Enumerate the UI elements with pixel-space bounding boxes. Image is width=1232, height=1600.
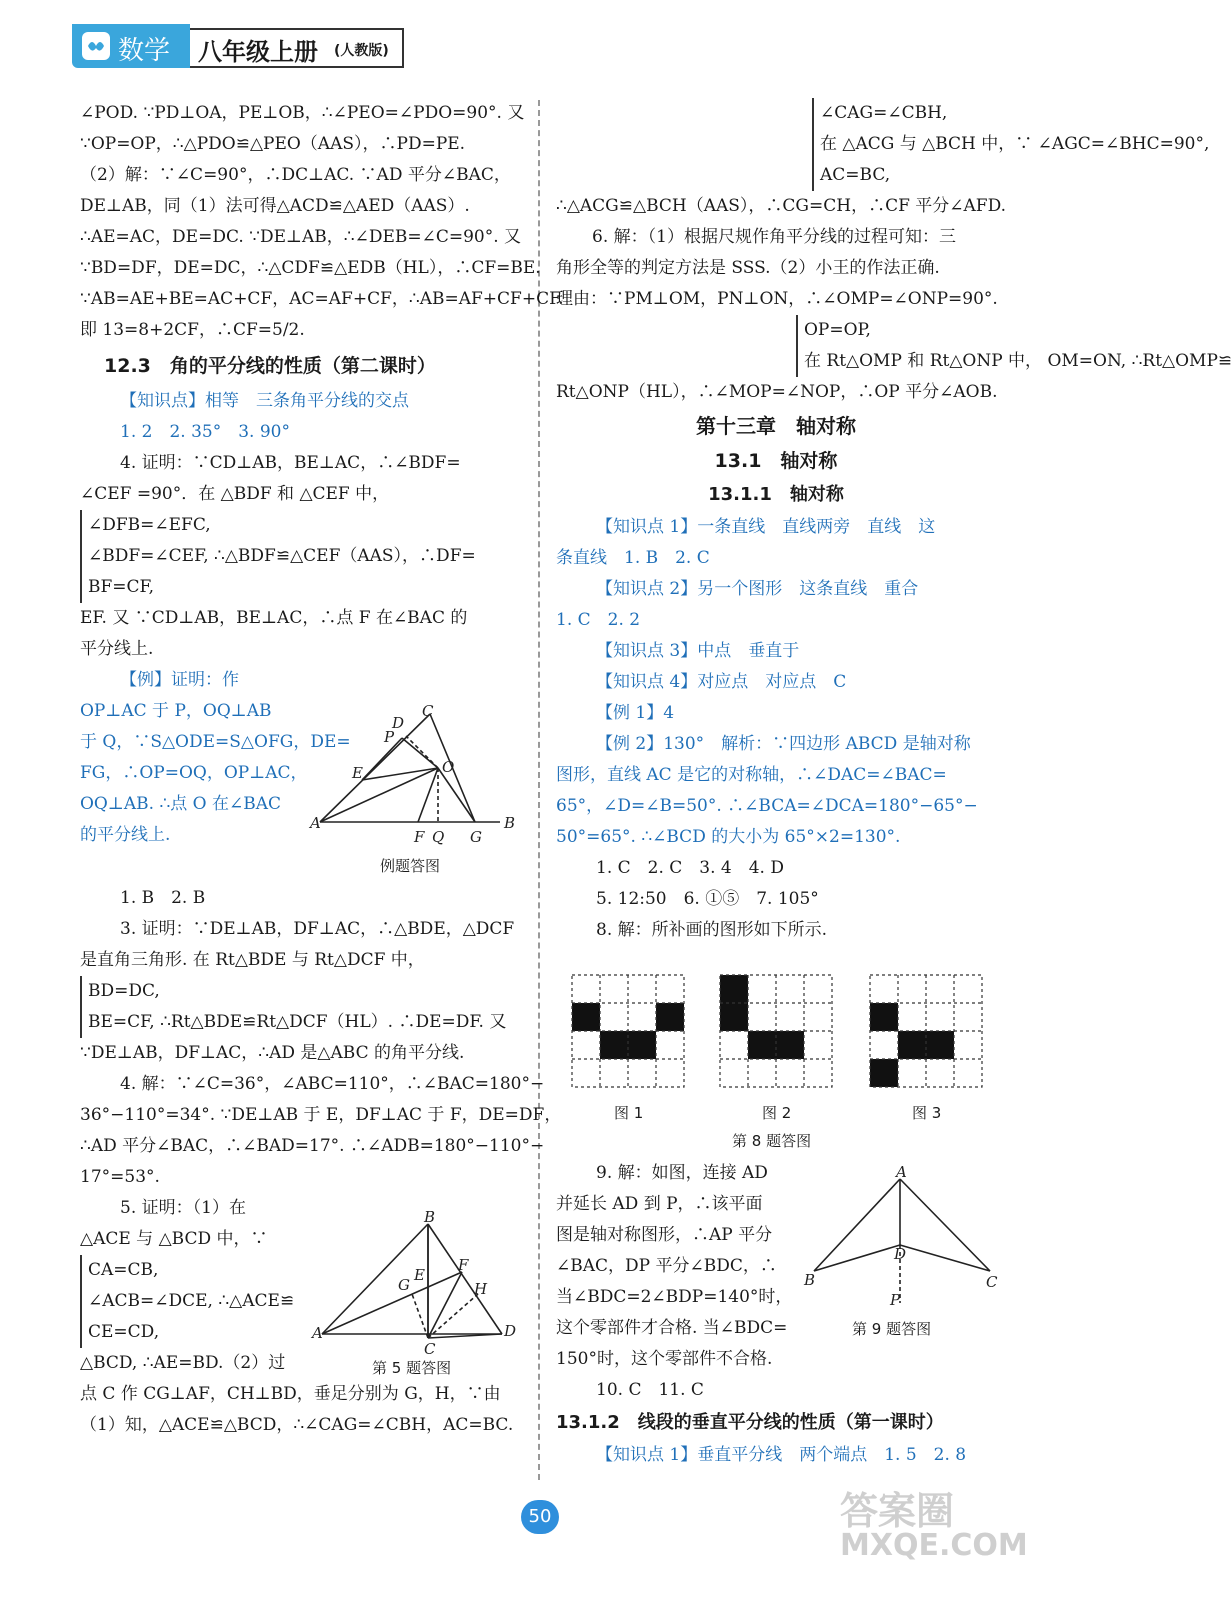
text-line: ∠DFB=∠EFC, — [88, 515, 211, 535]
text-line: 在 Rt△OMP 和 Rt△ONP 中， OM=ON, ∴Rt△OMP≌ — [804, 351, 1232, 371]
svg-text:F: F — [414, 828, 425, 846]
equation-system — [80, 976, 506, 1038]
text-line: ∴△ACG≌△BCH（AAS），∴CG=CH，∴CF 平分∠AFD. — [556, 196, 1007, 216]
grid-caption-1: 图 1 — [614, 1104, 644, 1122]
text-line: AC=BC, — [820, 165, 891, 185]
q9-figure — [800, 1165, 1000, 1315]
svg-text:D: D — [392, 714, 405, 732]
subsection-title: 13.1.1 轴对称 — [708, 484, 844, 505]
text-line: 150°时，这个零部件不合格. — [556, 1349, 773, 1369]
knowledge-point: 【知识点 4】对应点 对应点 C — [596, 672, 847, 692]
knowledge-point: 条直线 1. B 2. C — [556, 548, 710, 568]
watermark-url: MXQE.COM — [840, 1528, 1028, 1563]
svg-text:B: B — [504, 814, 516, 832]
grid-caption-3: 图 3 — [912, 1104, 942, 1122]
knowledge-point: 【知识点 3】中点 垂直于 — [596, 641, 800, 661]
text-line: 17°=53°. — [80, 1167, 160, 1187]
answer-line: 1. B 2. B — [120, 888, 206, 908]
example-line: OP⊥AC 于 P，OQ⊥AB — [80, 701, 272, 721]
text-line: ∵BD=DF，DE=DC，∴△CDF≌△EDB（HL），∴CF=BE. — [80, 258, 541, 278]
text-line: BF=CF, — [88, 577, 155, 597]
section-heading: 12.3 角的平分线的性质（第二课时） — [104, 355, 436, 377]
figure-caption: 第 5 题答图 — [372, 1359, 452, 1377]
text-line: ∠POD. ∵PD⊥OA，PE⊥OB，∴∠PEO=∠PDO=90°. 又 — [80, 103, 525, 123]
text-line: 理由：∵PM⊥OM，PN⊥ON，∴∠OMP=∠ONP=90°. — [556, 289, 998, 309]
edition-label: (人教版) — [334, 43, 389, 59]
text-line: CE=CD, — [88, 1322, 160, 1342]
equation-system — [80, 510, 476, 603]
page-number: 50 — [521, 1500, 559, 1534]
subsection-title: 13.1.2 线段的垂直平分线的性质（第一课时） — [556, 1412, 944, 1433]
example-line: OQ⊥AB. ∴点 O 在∠BAC — [80, 794, 282, 814]
text-line: 点 C 作 CG⊥AF，CH⊥BD，垂足分别为 G，H，∵由 — [80, 1384, 501, 1404]
text-line: 5. 证明：（1）在 — [120, 1198, 246, 1218]
right-column — [556, 98, 1232, 946]
svg-text:H: H — [474, 1280, 488, 1298]
watermark-logo: 答案圈 — [840, 1489, 955, 1533]
grid-figure-1 — [572, 975, 692, 1090]
svg-text:G: G — [470, 828, 482, 846]
equation-system — [796, 315, 1232, 377]
text-line: 这个零部件才合格. 当∠BDC= — [556, 1318, 788, 1338]
svg-text:A: A — [312, 1324, 323, 1342]
example-line: 图形，直线 AC 是它的对称轴，∴∠DAC=∠BAC= — [556, 765, 947, 785]
text-line: △ACE 与 △BCD 中，∵ — [80, 1229, 268, 1249]
grid-caption-2: 图 2 — [762, 1104, 792, 1122]
text-line: CA=CB, — [88, 1260, 159, 1280]
subject-label: 数学 — [118, 36, 171, 66]
text-line: （1）知，△ACE≌△BCD，∴∠CAG=∠CBH，AC=BC. — [80, 1415, 514, 1435]
svg-text:Q: Q — [432, 828, 445, 846]
book-leaf-icon — [82, 32, 110, 60]
example-line: 【例】证明：作 — [120, 670, 239, 690]
svg-text:E: E — [352, 764, 363, 782]
text-line: ∴AE=AC，DE=DC. ∵DE⊥AB，∴∠DEB=∠C=90°. 又 — [80, 227, 522, 247]
svg-text:G: G — [398, 1276, 410, 1294]
svg-text:F: F — [458, 1256, 469, 1274]
answer-line: 1. 2 2. 35° 3. 90° — [120, 422, 290, 442]
svg-text:D: D — [894, 1245, 907, 1263]
text-line: 在 △ACG 与 △BCH 中，∵ ∠AGC=∠BHC=90°, — [820, 134, 1210, 154]
example-line: FG，∴OP=OQ，OP⊥AC， — [80, 763, 308, 783]
text-line: 是直角三角形. 在 Rt△BDE 与 Rt△DCF 中， — [80, 950, 425, 970]
text-line: △BCD, ∴AE=BD.（2）过 — [80, 1353, 286, 1373]
answer-line: 1. C 2. 2 — [556, 610, 641, 630]
section-title: 13.1 轴对称 — [714, 450, 838, 472]
svg-text:A: A — [896, 1163, 907, 1181]
text-line: 即 13=8+2CF，∴CF=5/2. — [80, 320, 305, 340]
text-line: 平分线上. — [80, 639, 154, 659]
text-line: 当∠BDC=2∠BDP=140°时， — [556, 1287, 793, 1307]
text-line: 并延长 AD 到 P，∴该平面 — [556, 1194, 763, 1214]
text-line: EF. 又 ∵CD⊥AB，BE⊥AC，∴点 F 在∠BAC 的 — [80, 608, 468, 628]
text-line: ∠ACB=∠DCE, ∴△ACE≌ — [88, 1291, 295, 1311]
knowledge-point: 【知识点 1】垂直平分线 两个端点 1. 5 2. 8 — [596, 1445, 967, 1465]
text-line: DE⊥AB，同（1）法可得△ACD≌△AED（AAS）. — [80, 196, 470, 216]
text-line: 3. 证明：∵DE⊥AB，DF⊥AC，∴△BDE，△DCF — [120, 919, 515, 939]
svg-text:A: A — [310, 814, 321, 832]
example-figure — [310, 700, 520, 850]
text-line: 8. 解：所补画的图形如下所示. — [596, 920, 828, 940]
text-line: （2）解：∵∠C=90°，∴DC⊥AC. ∵AD 平分∠BAC， — [80, 165, 511, 185]
text-line: BE=CF, ∴Rt△BDE≌Rt△DCF（HL）. ∴DE=DF. 又 — [88, 1012, 507, 1032]
answer-line: 1. C 2. C 3. 4 4. D — [596, 858, 784, 878]
knowledge-point: 【知识点 1】一条直线 直线两旁 直线 这 — [596, 517, 936, 537]
svg-text:C: C — [424, 1340, 436, 1358]
svg-text:C: C — [422, 702, 434, 720]
example-line: 65°，∠D=∠B=50°. ∴∠BCA=∠DCA=180°−65°− — [556, 796, 978, 816]
equation-system — [812, 98, 1209, 191]
q5-figure — [312, 1208, 522, 1364]
text-line: ∠BAC，DP 平分∠BDC，∴ — [556, 1256, 777, 1276]
grid-figure-2 — [720, 975, 840, 1090]
text-line: 6. 解：（1）根据尺规作角平分线的过程可知：三 — [592, 227, 956, 247]
text-line: ∵AB=AE+BE=AC+CF，AC=AF+CF，∴AB=AF+CF+CF. — [80, 289, 564, 309]
svg-text:B: B — [804, 1271, 816, 1289]
answer-line: 10. C 11. C — [596, 1380, 704, 1400]
grid-figure-3 — [870, 975, 990, 1090]
text-line: 4. 证明：∵CD⊥AB，BE⊥AC，∴∠BDF= — [120, 453, 461, 473]
svg-text:C: C — [986, 1273, 998, 1291]
example-line: 的平分线上. — [80, 825, 171, 845]
text-line: ∵OP=OP，∴△PDO≌△PEO（AAS），∴PD=PE. — [80, 134, 466, 154]
text-line: ∴AD 平分∠BAC，∴∠BAD=17°. ∴∠ADB=180°−110°− — [80, 1136, 545, 1156]
text-line: 36°−110°=34°. ∵DE⊥AB 于 E，DF⊥AC 于 F，DE=DF， — [80, 1105, 562, 1125]
text-line: ∠BDF=∠CEF, ∴△BDF≌△CEF（AAS），∴DF= — [88, 546, 476, 566]
svg-text:B: B — [424, 1208, 436, 1226]
example-line: 【例 2】130° 解析：∵四边形 ABCD 是轴对称 — [596, 734, 971, 754]
figure-caption: 第 8 题答图 — [732, 1132, 812, 1150]
svg-text:P: P — [890, 1291, 901, 1309]
text-line: ∠CAG=∠CBH, — [820, 103, 948, 123]
page-header — [72, 24, 406, 68]
svg-text:E: E — [414, 1266, 425, 1284]
figure-caption: 第 9 题答图 — [852, 1320, 932, 1338]
example-line: 50°=65°. ∴∠BCD 的大小为 65°×2=130°. — [556, 827, 901, 847]
svg-text:P: P — [384, 728, 395, 746]
header-subject-tab — [72, 24, 190, 68]
example-line: 【例 1】4 — [596, 703, 675, 723]
svg-text:O: O — [442, 758, 455, 776]
text-line: OP=OP, — [804, 320, 871, 340]
knowledge-point: 【知识点 2】另一个图形 这条直线 重合 — [596, 579, 919, 599]
grade-label: 八年级上册 — [198, 38, 318, 66]
text-line: 图是轴对称图形，∴AP 平分 — [556, 1225, 773, 1245]
svg-text:D: D — [504, 1322, 517, 1340]
example-line: 于 Q，∵S△ODE=S△OFG，DE= — [80, 732, 351, 752]
header-grade-box — [190, 28, 404, 68]
text-line: ∵DE⊥AB，DF⊥AC，∴AD 是△ABC 的角平分线. — [80, 1043, 465, 1063]
text-line: 角形全等的判定方法是 SSS.（2）小王的作法正确. — [556, 258, 940, 278]
chapter-title: 第十三章 轴对称 — [696, 414, 856, 438]
text-line: 4. 解：∵∠C=36°，∠ABC=110°，∴∠BAC=180°− — [120, 1074, 545, 1094]
knowledge-point: 【知识点】相等 三条角平分线的交点 — [120, 391, 409, 411]
text-line: 9. 解：如图，连接 AD — [596, 1163, 768, 1183]
text-line: BD=DC, — [88, 981, 160, 1001]
text-line: Rt△ONP（HL），∴∠MOP=∠NOP，∴OP 平分∠AOB. — [556, 382, 998, 402]
text-line: ∠CEF =90°．在 △BDF 和 △CEF 中， — [80, 484, 390, 504]
answer-line: 5. 12:50 6. ①⑤ 7. 105° — [596, 889, 819, 909]
equation-system — [80, 1255, 294, 1348]
figure-caption: 例题答图 — [380, 857, 441, 875]
